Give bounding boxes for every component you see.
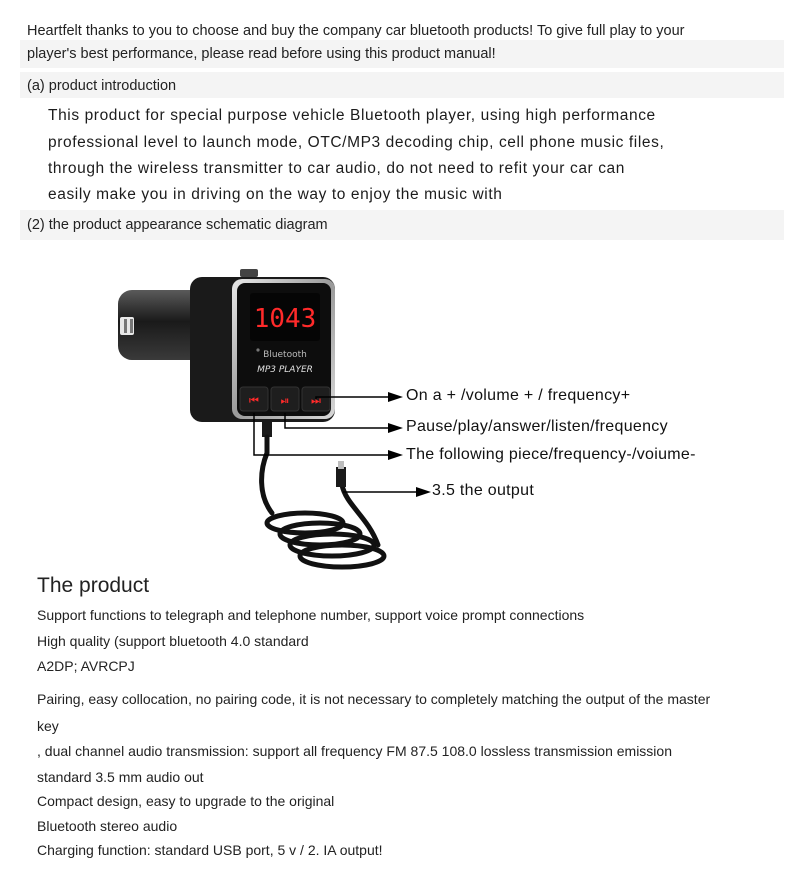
feature-item: , dual channel audio transmission: support all frequency FM 87.5 108.0 lossless transmission emission: [37, 743, 672, 759]
arrow-icon: [388, 447, 404, 463]
arrow-icon: [388, 389, 404, 405]
callout-volume-up: On a + /volume + / frequency+: [406, 387, 631, 404]
features-title: The product: [37, 574, 150, 597]
intro-paragraph-line-1: This product for special purpose vehicle Bluetooth player, using high performance: [48, 107, 656, 124]
intro-line-1: Heartfelt thanks to you to choose and buy the company car bluetooth products! To give full play to your: [27, 23, 685, 39]
callout-audio-output: 3.5 the output: [432, 482, 535, 499]
display-text: 1043: [253, 304, 317, 334]
feature-item: Pairing, easy collocation, no pairing code, it is not necessary to completely matching the output of the master: [37, 691, 711, 707]
intro-paragraph-line-3: through the wireless transmitter to car audio, do not need to refit your car can: [48, 160, 625, 177]
feature-item: Support functions to telegraph and telephone number, support voice prompt connections: [37, 607, 585, 623]
callout-pause-play: Pause/play/answer/listen/frequency: [406, 418, 668, 435]
device-model-label: MP3 PLAYER: [257, 365, 313, 375]
feature-item: A2DP; AVRCPJ: [37, 658, 135, 674]
arrow-icon: [388, 420, 404, 436]
microphone-icon: [256, 348, 259, 351]
feature-item: High quality (support bluetooth 4.0 standard: [37, 633, 309, 649]
previous-icon: ⏮: [249, 394, 259, 407]
section-a-heading: (a) product introduction: [27, 78, 177, 94]
feature-item: key: [37, 718, 59, 734]
device-brand-label: Bluetooth: [263, 350, 307, 360]
intro-paragraph-line-2: professional level to launch mode, OTC/MP3 decoding chip, cell phone music files,: [48, 134, 665, 151]
intro-line-2: player's best performance, please read before using this product manual!: [27, 46, 496, 62]
feature-item: Charging function: standard USB port, 5 v / 2. IA output!: [37, 842, 383, 858]
section-2-heading: (2) the product appearance schematic diagram: [27, 217, 328, 233]
feature-item: Compact design, easy to upgrade to the original: [37, 793, 335, 809]
callout-volume-down: The following piece/frequency-/voiume-: [406, 446, 696, 463]
feature-item: standard 3.5 mm audio out: [37, 769, 204, 785]
next-icon: ⏭: [311, 394, 321, 407]
intro-paragraph-line-4: easily make you in driving on the way to enjoy the music with: [48, 186, 503, 203]
feature-item: Bluetooth stereo audio: [37, 818, 178, 834]
coiled-cable: [262, 421, 384, 567]
play-pause-icon: ⏯: [280, 394, 290, 407]
product-illustration: [100, 255, 420, 585]
arrow-icon: [416, 484, 432, 500]
device-body: [190, 269, 335, 422]
